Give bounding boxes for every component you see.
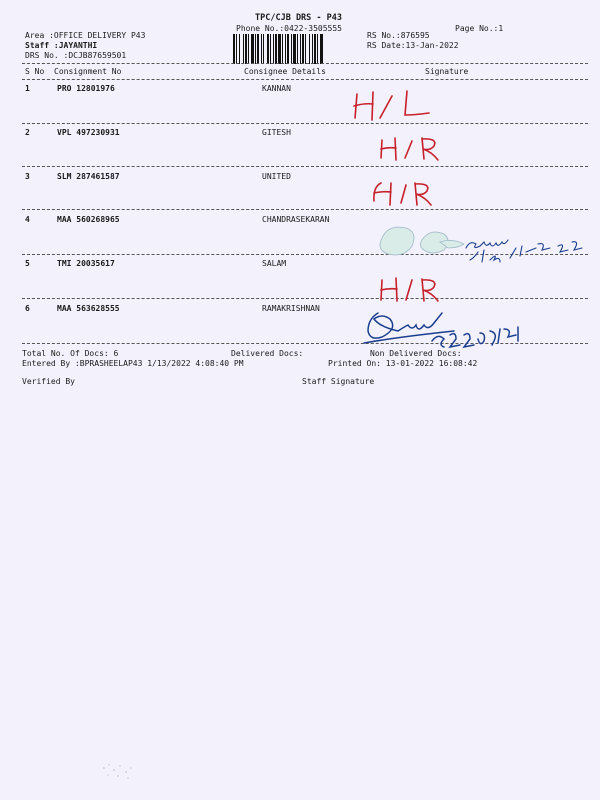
handwritten-signature-row-2 xyxy=(372,132,447,164)
row-consignment: SLM 287461587 xyxy=(57,172,120,181)
row-consignee: SALAM xyxy=(262,259,287,268)
phone-number: Phone No.:0422-3505555 xyxy=(236,24,342,33)
area-label: Area :OFFICE DELIVERY P43 xyxy=(25,31,146,40)
row-sno: 1 xyxy=(25,84,30,93)
row-consignment: MAA 563628555 xyxy=(57,304,120,313)
row-consignment: VPL 497230931 xyxy=(57,128,120,137)
delivered-docs: Delivered Docs: xyxy=(231,349,304,358)
row-sno: 6 xyxy=(25,304,30,313)
staff-label: Staff :JAYANTHI xyxy=(25,41,98,50)
row-sno: 3 xyxy=(25,172,30,181)
row-sno: 4 xyxy=(25,215,30,224)
handwritten-signature-row-6 xyxy=(358,305,533,351)
barcode-bar xyxy=(323,34,324,64)
rs-date: RS Date:13-Jan-2022 xyxy=(367,41,459,50)
row-sno: 5 xyxy=(25,259,30,268)
divider xyxy=(22,79,588,80)
staff-signature: Staff Signature xyxy=(302,377,375,386)
verified-by: Verified By xyxy=(22,377,75,386)
column-header-consignee: Consignee Details xyxy=(244,67,326,76)
divider xyxy=(22,298,588,299)
rs-number: RS No.:876595 xyxy=(367,31,430,40)
printed-on: Printed On: 13-01-2022 16:08:42 xyxy=(328,359,478,368)
total-docs: Total No. Of Docs: 6 xyxy=(22,349,119,358)
column-header-signature: Signature xyxy=(425,67,469,76)
handwritten-signature-row-5 xyxy=(372,274,447,304)
barcode xyxy=(233,34,357,64)
divider xyxy=(22,63,588,64)
document-title: TPC/CJB DRS - P43 xyxy=(255,13,342,23)
handwritten-signature-row-4 xyxy=(370,218,595,266)
non-delivered-docs: Non Delivered Docs: xyxy=(370,349,462,358)
divider xyxy=(22,166,588,167)
row-consignment: MAA 560268965 xyxy=(57,215,120,224)
row-consignee: RAMAKRISHNAN xyxy=(262,304,320,313)
handwritten-signature-row-1 xyxy=(345,88,435,124)
row-consignee: UNITED xyxy=(262,172,291,181)
row-consignment: PRO 12801976 xyxy=(57,84,115,93)
column-header-sno: S No xyxy=(25,67,45,76)
entered-by: Entered By :BPRASHEELAP43 1/13/2022 4:08:40 PM xyxy=(22,359,244,368)
row-consignee: GITESH xyxy=(262,128,291,137)
row-consignee: KANNAN xyxy=(262,84,291,93)
drs-number: DRS No. :DCJB87659501 xyxy=(25,51,127,60)
row-consignee: CHANDRASEKARAN xyxy=(262,215,330,224)
row-consignment: TMI 20035617 xyxy=(57,259,115,268)
divider xyxy=(22,123,588,124)
row-sno: 2 xyxy=(25,128,30,137)
handwritten-signature-row-3 xyxy=(365,175,440,209)
page-number: Page No.:1 xyxy=(455,24,504,33)
column-header-consignment: Consignment No xyxy=(54,67,122,76)
divider xyxy=(22,209,588,210)
scan-noise xyxy=(100,760,140,784)
